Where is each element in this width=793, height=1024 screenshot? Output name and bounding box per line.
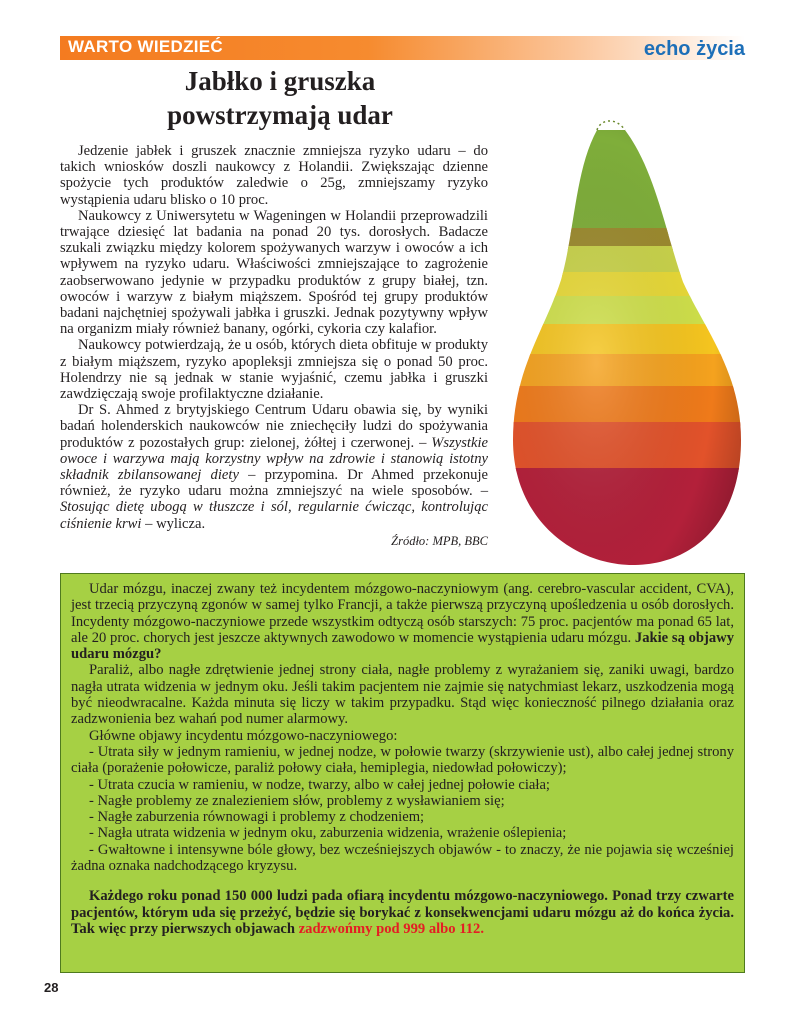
quote-text: Wszystkie owoce i warzywa mają korzystny wpływ na zdrowie i stanowią istotny składnik zbilansowanej diety (60, 434, 488, 484)
source-note: Źródło: MPB, BBC (391, 533, 488, 548)
info-box (60, 573, 745, 973)
magazine-brand: echo życia (643, 38, 745, 60)
section-tag: WARTO WIEDZIEĆ (68, 37, 223, 56)
article-paragraph: Naukowcy potwierdzają, że u osób, których dieta obfituje w produkty z białym miąższem, ryzyko apopleksji zmniejsza się o ponad 50 proc. Holendrzy nie są jednak w stanie wyjaśnić, czemu jabłka i gruszki zawdzięczają swoje profilaktyczne działanie. (60, 337, 488, 403)
box-question: Jakie są objawy udaru mózgu? (71, 629, 735, 663)
article-paragraph (60, 402, 488, 532)
symptom-item: - Gwałtowne i intensywne bóle głowy, bez wcześniejszych objawów - to znaczy, że nie pojawia się wcześniej żadna oznaka nadchodzącego kryzysu. (71, 841, 734, 875)
box-final-paragraph (71, 888, 734, 937)
article-title (100, 64, 460, 132)
quote-text: Stosując dietę ubogą w tłuszcze i sól, regularnie ćwicząc, kontrolując ciśnienie krwi (60, 499, 488, 532)
box-paragraph (71, 581, 734, 662)
emergency-numbers: zadzwońmy pod 999 albo 112. (298, 920, 484, 937)
article-text: Dr S. Ahmed z brytyjskiego Centrum Udaru obawia się, by wyniki badań holenderskich naukowców nie zniechęciły ludzi do spożywania produktów z pozostałych grup: zielonej, żółtej i czerwonej. – (60, 402, 488, 451)
article-paragraph: Naukowcy z Uniwersytetu w Wageningen w Holandii przeprowadzili trwające dziesięć lat badania na ponad 20 tys. dorosłych. Badacze szukali związku między kolorem spożywanych warzyw i owoców a ich wpływem na ryzyko udaru. Właściwości zmniejszające to zagrożenie zaobserwowano jedynie w przypadku produktów z grupy białej, tzn. owoców i warzyw z białym miąższem. Spośród tej grupy produktów badani najchętniej spożywali jabłka i gruszki. Jednak pozytywny wpływ na organizm miały również banany, ogórki, cykoria czy kalafior. (60, 207, 488, 338)
article-body (60, 143, 488, 549)
page-number: 28 (44, 980, 59, 995)
article-paragraph: Jedzenie jabłek i gruszek znacznie zmniejsza ryzyko udaru – do takich wniosków doszli naukowcy z Holandii. Zwiększając dzienne spożycie tych produktów zaledwie o 25g, zmniejszamy ryzyko wystąpienia udaru blisko o 10 proc. (60, 143, 488, 208)
article-title-line2: powstrzymają udar (167, 100, 393, 130)
article-text: – przypomina. Dr Ahmed przekonuje również, że ryzyko udaru można zmniejszyć na wiele sposobów. – (60, 467, 489, 500)
box-final-text: Każdego roku ponad 150 000 ludzi pada ofiarą incydentu mózgowo-naczyniowego. Ponad trzy czwarte pacjentów, którym uda się przeżyć, będzie się borykać z konsekwencjami udaru mózgu aż do końca życia. Tak więc przy pierwszych objawach (71, 888, 734, 937)
article-title-line1: Jabłko i gruszka (184, 66, 376, 96)
symptom-item: - Utrata siły w jednym ramieniu, w jednej nodze, w połowie twarzy (skrzywienie ust), albo całej jednej strony ciała (porażenie połowicze, paraliż połowy ciała, hemiplegia, niedowład połowiczy); (71, 743, 734, 777)
layered-fruit-pear-icon (505, 110, 745, 570)
box-text: Udar mózgu, inaczej zwany też incydentem mózgowo-naczyniowym (ang. cerebro-vascular accident, CVA), jest trzecią przyczyną zgonów w samej tylko Francji, a także pierwszą przyczyną upośledzenia u osób dorosłych. Incydenty mózgowo-naczyniowe przede wszystkim odtyczą osób starszych: 75 proc. pacjentów ma ponad 65 lat, ale 20 proc. chorych jest jeszcze aktywnych zawodowo w momencie wystąpienia udaru mózgu. (71, 581, 734, 646)
box-paragraph: Paraliż, albo nagłe zdrętwienie jednej strony ciała, nagłe problemy z wyrażaniem się, zaniki uwagi, bardzo nagła utrata widzenia w jednym oku. Jeśli takim pacjentem nie zajmie się natychmiast lekarz, uszkodzenia mogą być nieodwracalne. Każda minuta się liczy w takim przypadku. Stąd więc konieczność pilnego działania oraz zadzwonienia bez wahań pod numer alarmowy. (71, 662, 734, 728)
symptom-item: - Nagłe zaburzenia równowagi i problemy z chodzeniem; (89, 809, 425, 826)
box-paragraph: Główne objawy incydentu mózgowo-naczyniowego: (89, 727, 398, 744)
symptom-item: - Nagłe problemy ze znalezieniem słów, problemy z wysławianiem się; (89, 792, 505, 809)
symptom-item: - Nagła utrata widzenia w jednym oku, zaburzenia widzenia, wrażenie oślepienia; (89, 825, 567, 842)
article-text: – wylicza. (141, 515, 206, 532)
symptom-item: - Utrata czucia w ramieniu, w nodze, twarzy, albo w całej jednej połowie ciała; (89, 776, 550, 793)
